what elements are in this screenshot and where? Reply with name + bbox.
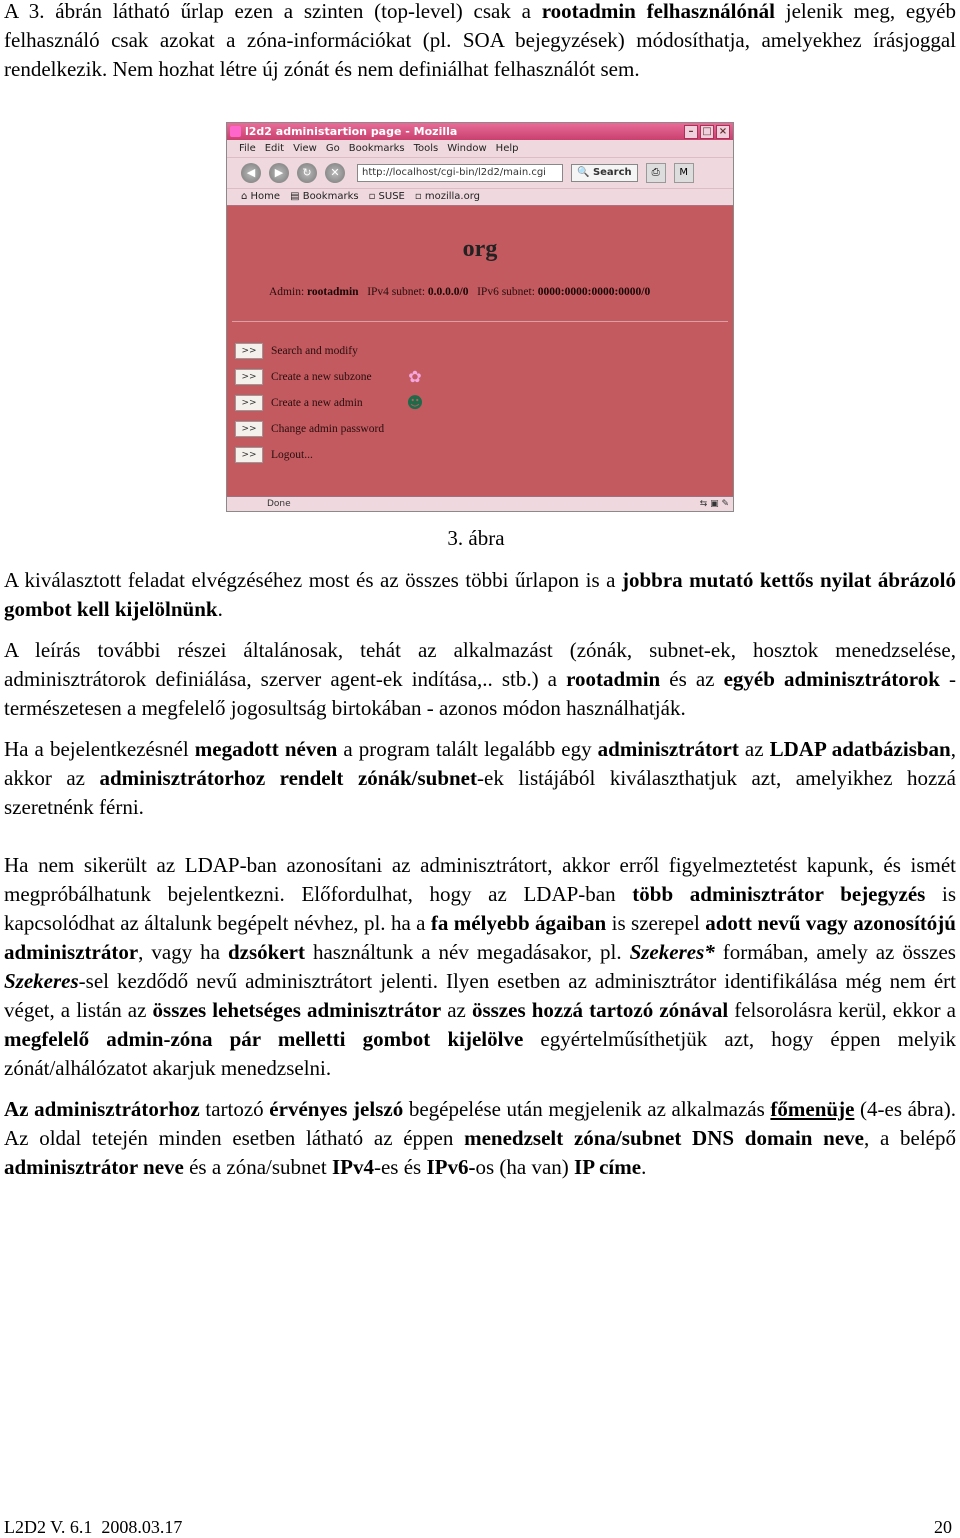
browser-chrome [227, 140, 733, 206]
ipv4-label: IPv4 subnet: [367, 286, 426, 298]
menu-window[interactable]: Window [447, 143, 487, 154]
menu-bar [227, 140, 733, 157]
paragraph-2 [4, 566, 956, 624]
bold-text: egyéb adminisztrátorok [723, 667, 940, 691]
search-button[interactable]: 🔍 Search [571, 164, 638, 182]
text: formában, amely az összes [714, 940, 956, 964]
bookmark-mozilla[interactable]: ▫ mozilla.org [414, 191, 481, 202]
text: . [217, 597, 223, 621]
page-content [227, 206, 733, 496]
menu-item-change-password [235, 416, 384, 442]
admin-user-icon: ☻ [406, 393, 424, 412]
navigation-toolbar [227, 157, 733, 188]
double-arrow-button[interactable]: >> [235, 421, 263, 437]
bold-text: érvényes jelszó [269, 1097, 404, 1121]
admin-value: rootadmin [307, 286, 359, 298]
browser-screenshot [226, 122, 734, 512]
back-icon[interactable]: ◀ [241, 163, 261, 183]
stop-icon[interactable]: ✕ [325, 163, 345, 183]
bookmark-label: Home [250, 191, 281, 202]
menu-tools[interactable]: Tools [413, 143, 439, 154]
admin-menu [235, 338, 424, 468]
text: használtunk a név megadásakor, pl. [304, 940, 630, 964]
bold-text: IPv6- [426, 1155, 476, 1179]
bold-text: menedzselt zóna/subnet DNS domain neve [464, 1126, 865, 1150]
text: A kiválasztott feladat elvégzéséhez most és az összes többi űrlapon is a [4, 568, 622, 592]
bold-italic-text: Szekeres* [629, 940, 715, 964]
bookmark-suse[interactable]: ▫ SUSE [368, 191, 405, 202]
subzone-flower-icon: ✿ [408, 367, 422, 386]
menu-item-create-subzone [235, 364, 422, 390]
document-body [4, 566, 956, 1182]
menu-label: Create a new admin [271, 397, 363, 409]
forward-icon[interactable]: ▶ [269, 163, 289, 183]
paragraph-6 [4, 1095, 956, 1182]
text: A leírás további részei általánosak, tehát az alkalmazást (zónák, subnet-ek, hosztok menedzselése, adminisztrátorok definiálása, szerver agent-ek indítása,.. stb.) a [4, 638, 956, 691]
print-icon[interactable]: ⎙ [646, 163, 666, 183]
menu-view[interactable]: View [293, 143, 317, 154]
text: begépelése után megjelenik az alkalmazás [403, 1097, 771, 1121]
menu-edit[interactable]: Edit [264, 143, 285, 154]
bold-underlined-text: főmenüje [770, 1097, 855, 1121]
text: felsorolásra kerül, ekkor a [728, 998, 956, 1022]
menu-item-create-admin [235, 390, 424, 416]
menu-label: Search and modify [271, 345, 358, 357]
text: , a belépő [864, 1126, 957, 1150]
menu-file[interactable]: File [239, 143, 256, 154]
admin-info [269, 286, 650, 298]
bold-text: rootadmin felhasználónál [541, 0, 775, 23]
bold-text: rootadmin [566, 667, 661, 691]
bold-text: IPv4 [331, 1155, 374, 1179]
menu-label: Logout... [271, 449, 313, 461]
bold-text: fa mélyebb ágaiban [430, 911, 607, 935]
bookmark-label: mozilla.org [424, 191, 481, 202]
maximize-icon[interactable]: □ [700, 125, 714, 139]
bookmarks-toolbar [227, 188, 733, 206]
menu-help[interactable]: Help [495, 143, 519, 154]
text: egyértelműsíthetjük azt, hogy éppen melyik zónát/alhálózatot akarjuk menedzselni. [4, 1027, 957, 1080]
ipv6-value: 0000:0000:0000:0000/0 [537, 286, 651, 298]
text: -es és [373, 1155, 427, 1179]
double-arrow-button[interactable]: >> [235, 343, 263, 359]
text: Ha a bejelentkezésnél [4, 737, 195, 761]
double-arrow-button[interactable]: >> [235, 395, 263, 411]
double-arrow-button[interactable]: >> [235, 447, 263, 463]
text: és az [660, 667, 724, 691]
bold-text: összes lehetséges adminisztrátor [152, 998, 442, 1022]
ipv4-value: 0.0.0.0/0 [427, 286, 469, 298]
menu-label: Create a new subzone [271, 371, 372, 383]
admin-label: Admin: [269, 286, 305, 298]
window-title: l2d2 administartion page - Mozilla [245, 125, 458, 138]
search-label: Search [592, 167, 632, 178]
bold-text: adminisztrátor neve [4, 1155, 184, 1179]
text: -sel kezdődő nevű adminisztrátort jelenti. Ilyen esetben az adminisztrátor identifikálása még nem ért véget, a listán az [4, 969, 956, 1022]
text: az [738, 737, 770, 761]
text: és a zóna/subnet [183, 1155, 332, 1179]
menu-label: Change admin password [271, 423, 385, 435]
text: , vagy ha [138, 940, 228, 964]
bold-text: adminisztrátort [597, 737, 739, 761]
bookmark-home[interactable]: ⌂ Home [241, 191, 281, 202]
bookmark-bookmarks[interactable]: ▤ Bookmarks [290, 191, 359, 202]
minimize-icon[interactable]: – [684, 125, 698, 139]
bold-text: LDAP adatbázisban [769, 737, 951, 761]
status-bar [227, 496, 733, 511]
bold-text: adott nevű vagy azonosítójú adminisztrátor [4, 911, 956, 964]
paragraph-5 [4, 851, 956, 1083]
text: jelenik meg, egyéb felhasználó csak azokat a zóna-információkat (pl. SOA bejegyzések) módosíthatja, amelyekhez írásjoggal rendelkezik. Nem hozhat létre új zónát és nem definiálhat felhasználót sem. [4, 0, 956, 81]
intro-paragraph [4, 0, 956, 84]
text: -ek listájából kiválaszthatjuk azt, amelyikhez hozzá szeretnénk férni. [4, 766, 956, 819]
bold-text: több adminisztrátor bejegyzés [632, 882, 926, 906]
bold-text: megfelelő admin-zóna pár melletti gombot kijelölve [4, 1027, 524, 1051]
bold-text: jobbra mutató kettős nyilat ábrázoló gombot kell kijelölnünk [4, 568, 956, 621]
text: is szerepel [606, 911, 706, 935]
zone-title: org [462, 236, 498, 262]
text: , akkor az [4, 737, 956, 790]
text: (4-es ábra). Az oldal tetején minden esetben látható az éppen [4, 1097, 956, 1150]
close-icon[interactable]: × [716, 125, 730, 139]
bookmark-label: SUSE [378, 191, 405, 202]
menu-item-search-modify [235, 338, 384, 364]
paragraph-3 [4, 636, 956, 723]
figure-caption: 3. ábra [447, 526, 505, 550]
bold-text: IP címe [574, 1155, 642, 1179]
footer-version: L2D2 V. 6.1 2008.03.17 [4, 1517, 183, 1537]
status-icons: ⇆ ▣ ✎ [699, 499, 729, 509]
page-number: 20 [934, 1517, 952, 1537]
text: az [441, 998, 472, 1022]
text: . [641, 1155, 647, 1179]
menu-item-logout [235, 442, 384, 468]
text: - természetesen a megfelelő jogosultság birtokában - azonos módon használhatják. [4, 667, 957, 720]
text: Ha nem sikerült az LDAP-ban azonosítani az adminisztrátort, akkor erről figyelmeztetést kapunk, és ismét megpróbálhatunk bejelentkezni. Előfordulhat, hogy az LDAP-ban [4, 853, 956, 906]
bold-text: összes hozzá tartozó zónával [471, 998, 729, 1022]
bold-text: Az adminisztrátorhoz [4, 1097, 200, 1121]
window-titlebar [227, 123, 733, 140]
menu-go[interactable]: Go [325, 143, 340, 154]
text: a program talált legalább egy [337, 737, 598, 761]
bookmark-label: Bookmarks [302, 191, 359, 202]
bold-italic-text: Szekeres [4, 969, 79, 993]
bold-text: dzsókert [227, 940, 305, 964]
menu-bookmarks[interactable]: Bookmarks [348, 143, 405, 154]
status-text: Done [267, 499, 291, 509]
bold-text: megadott néven [194, 737, 338, 761]
bold-text: adminisztrátorhoz rendelt zónák/subnet [99, 766, 477, 790]
text: os (ha van) [475, 1155, 575, 1179]
mozilla-icon [230, 126, 241, 137]
divider [232, 321, 728, 322]
double-arrow-button[interactable]: >> [235, 369, 263, 385]
ipv6-label: IPv6 subnet: [477, 286, 535, 298]
text: tartozó [199, 1097, 270, 1121]
text: is kapcsolódhat az általunk begépelt névhez, pl. ha a [4, 882, 956, 935]
paragraph-4 [4, 735, 956, 822]
text: A 3. ábrán látható űrlap ezen a szinten (top-level) csak a [4, 0, 542, 23]
reload-icon[interactable]: ↻ [297, 163, 317, 183]
mozilla-logo-icon[interactable]: M [674, 163, 694, 183]
url-input[interactable]: http://localhost/cgi-bin/l2d2/main.cgi [357, 164, 563, 182]
